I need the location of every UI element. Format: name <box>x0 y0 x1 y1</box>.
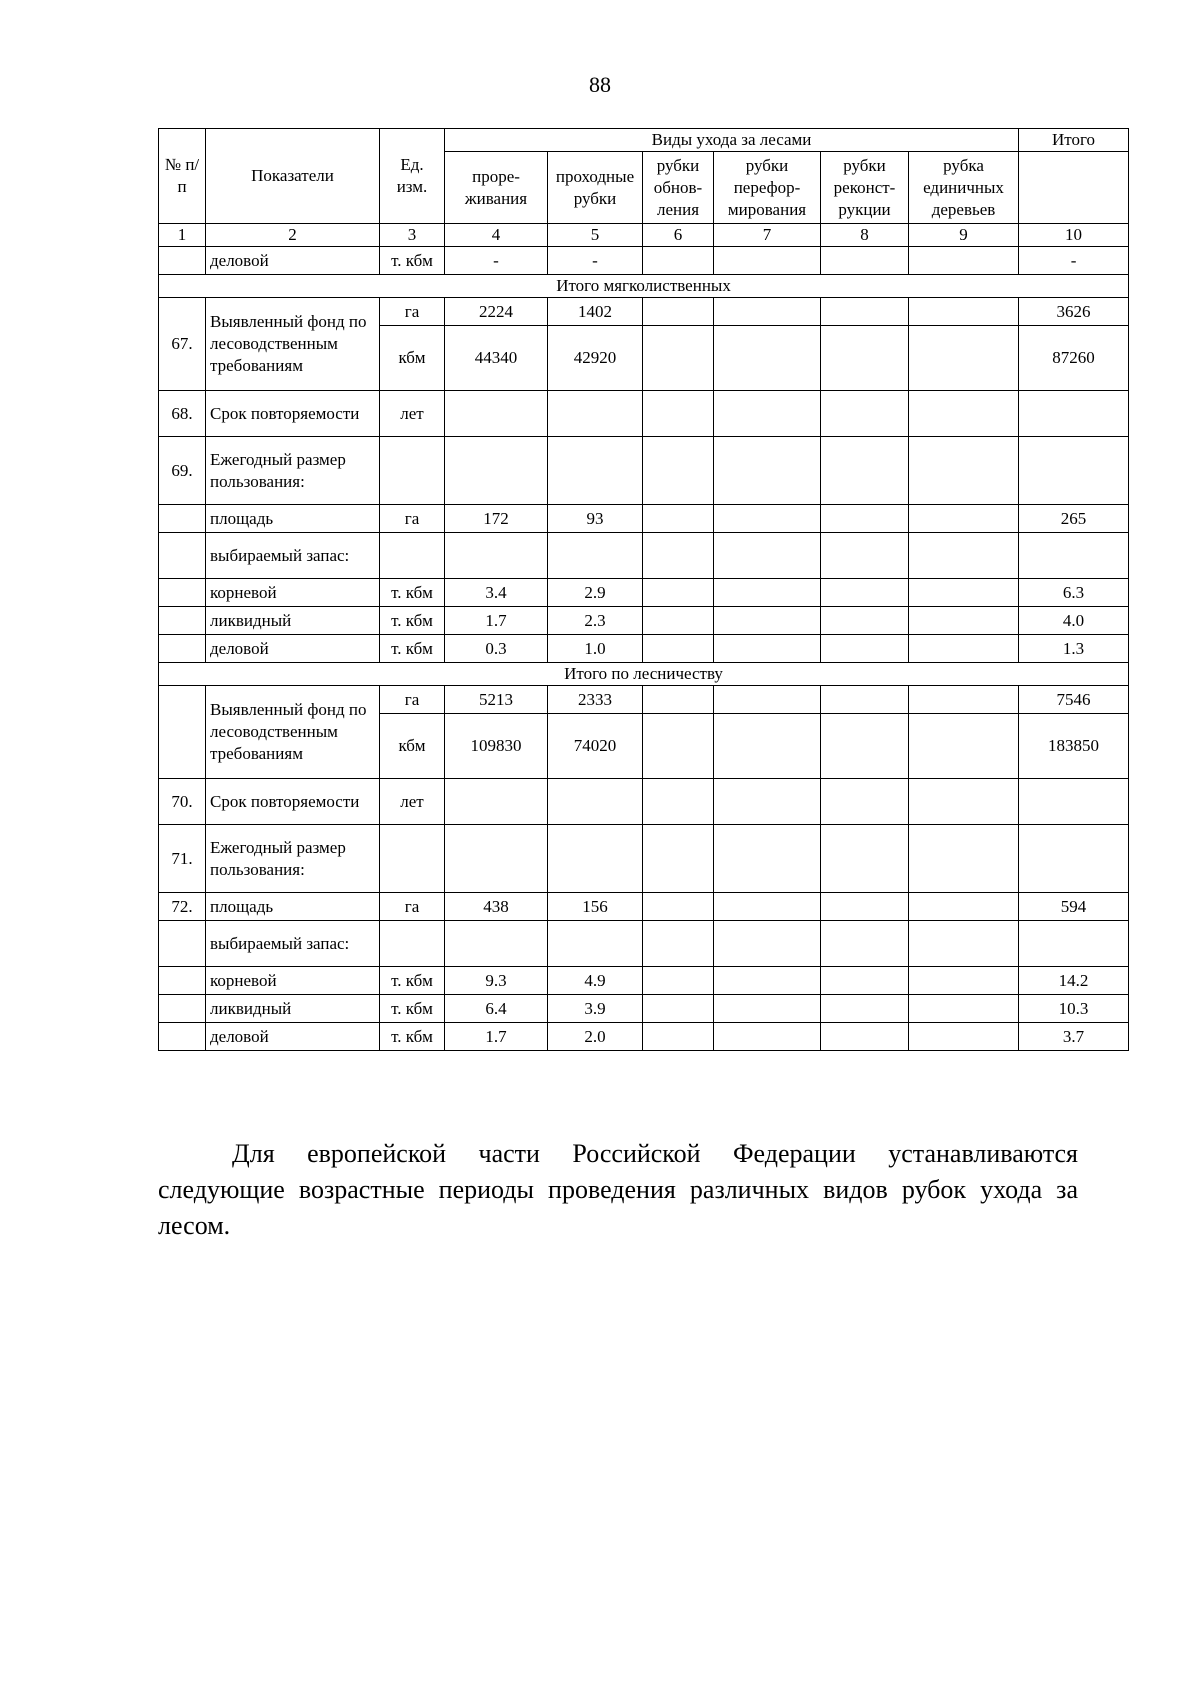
table-row <box>159 893 1129 921</box>
cell-total: 4.0 <box>1019 607 1129 635</box>
row-unit: т. кбм <box>380 635 445 663</box>
row-unit: т. кбм <box>380 247 445 275</box>
table-row <box>159 635 1129 663</box>
header-num: № п/п <box>159 129 206 224</box>
col-num: 6 <box>643 224 714 247</box>
table-row <box>159 505 1129 533</box>
row-label: ликвидный <box>206 995 380 1023</box>
cell-thinning: 172 <box>445 505 548 533</box>
row-label: деловой <box>206 247 380 275</box>
table-row <box>159 247 1129 275</box>
cell-total: 87260 <box>1019 326 1129 391</box>
row-unit: кбм <box>380 714 445 779</box>
cell-total: 1.3 <box>1019 635 1129 663</box>
row-number: 69. <box>159 437 206 505</box>
row-label: площадь <box>206 505 380 533</box>
table-row <box>159 579 1129 607</box>
cell-thinning: 1.7 <box>445 1023 548 1051</box>
row-label: деловой <box>206 635 380 663</box>
header-reform: рубки перефор- мирования <box>714 152 821 224</box>
cell-thinning: 9.3 <box>445 967 548 995</box>
header-care-types: Виды ухода за лесами <box>445 129 1019 152</box>
row-label: выбираемый запас: <box>206 533 380 579</box>
cell-total: 183850 <box>1019 714 1129 779</box>
cell-passing: 2.0 <box>548 1023 643 1051</box>
row-label: корневой <box>206 579 380 607</box>
row-label: деловой <box>206 1023 380 1051</box>
col-num: 9 <box>909 224 1019 247</box>
row-label: Выявленный фонд по лесоводственным требованиям <box>206 686 380 779</box>
cell-thinning: 2224 <box>445 298 548 326</box>
row-unit: т. кбм <box>380 607 445 635</box>
row-unit: лет <box>380 779 445 825</box>
header-single: рубка единичных деревьев <box>909 152 1019 224</box>
table-row <box>159 437 1129 505</box>
page-number: 88 <box>589 72 611 97</box>
table-row <box>159 686 1129 714</box>
table-row <box>159 1023 1129 1051</box>
table-row <box>159 391 1129 437</box>
cell-total: 6.3 <box>1019 579 1129 607</box>
cell-passing: 2.9 <box>548 579 643 607</box>
cell-passing: 1402 <box>548 298 643 326</box>
row-label: Ежегодный размер пользования: <box>206 825 380 893</box>
cell-passing: 93 <box>548 505 643 533</box>
section-forestry-total: Итого по лесничеству <box>159 663 1129 686</box>
col-num: 10 <box>1019 224 1129 247</box>
cell-total: 594 <box>1019 893 1129 921</box>
row-label: выбираемый запас: <box>206 921 380 967</box>
forest-care-table <box>158 128 1129 1051</box>
cell-thinning: 1.7 <box>445 607 548 635</box>
cell-thinning: 3.4 <box>445 579 548 607</box>
cell-passing: 42920 <box>548 326 643 391</box>
col-num: 8 <box>821 224 909 247</box>
header-unit: Ед. изм. <box>380 129 445 224</box>
table-row <box>159 825 1129 893</box>
row-label: Срок повторяемости <box>206 391 380 437</box>
column-numbers-row <box>159 224 1129 247</box>
row-number: 67. <box>159 298 206 391</box>
col-num: 3 <box>380 224 445 247</box>
cell-passing: 1.0 <box>548 635 643 663</box>
header-total-empty <box>1019 152 1129 224</box>
cell-thinning: - <box>445 247 548 275</box>
cell-passing: 74020 <box>548 714 643 779</box>
row-number: 68. <box>159 391 206 437</box>
table-row <box>159 921 1129 967</box>
row-unit: т. кбм <box>380 579 445 607</box>
cell-total: 10.3 <box>1019 995 1129 1023</box>
table-row <box>159 995 1129 1023</box>
row-label: корневой <box>206 967 380 995</box>
row-unit: га <box>380 893 445 921</box>
row-label: площадь <box>206 893 380 921</box>
row-unit: га <box>380 298 445 326</box>
table-row <box>159 298 1129 326</box>
cell-total: 265 <box>1019 505 1129 533</box>
row-number: 70. <box>159 779 206 825</box>
cell-total: 14.2 <box>1019 967 1129 995</box>
col-num: 4 <box>445 224 548 247</box>
section-softwood-total: Итого мягколиственных <box>159 275 1129 298</box>
cell-passing: 156 <box>548 893 643 921</box>
row-number: 71. <box>159 825 206 893</box>
col-num: 1 <box>159 224 206 247</box>
col-num: 5 <box>548 224 643 247</box>
row-label: Ежегодный размер пользования: <box>206 437 380 505</box>
header-total: Итого <box>1019 129 1129 152</box>
header-renewal: рубки обнов- ления <box>643 152 714 224</box>
cell-thinning: 5213 <box>445 686 548 714</box>
cell-passing: 3.9 <box>548 995 643 1023</box>
row-unit: кбм <box>380 326 445 391</box>
col-num: 7 <box>714 224 821 247</box>
cell-thinning: 44340 <box>445 326 548 391</box>
body-paragraph: Для европейской части Российской Федерации устанавливаются следующие возрастные периоды проведения различных видов рубок ухода за лесом. <box>158 1139 1078 1240</box>
header-indicator: Показатели <box>206 129 380 224</box>
row-unit: т. кбм <box>380 1023 445 1051</box>
row-label: Срок повторяемости <box>206 779 380 825</box>
cell-passing: - <box>548 247 643 275</box>
row-unit: лет <box>380 391 445 437</box>
cell-passing: 2333 <box>548 686 643 714</box>
cell-total: 3626 <box>1019 298 1129 326</box>
row-label: Выявленный фонд по лесоводственным требованиям <box>206 298 380 391</box>
header-passing: проходные рубки <box>548 152 643 224</box>
row-unit: т. кбм <box>380 967 445 995</box>
cell-thinning: 6.4 <box>445 995 548 1023</box>
col-num: 2 <box>206 224 380 247</box>
table-row <box>159 607 1129 635</box>
row-unit: га <box>380 505 445 533</box>
cell-total: 3.7 <box>1019 1023 1129 1051</box>
cell-passing: 2.3 <box>548 607 643 635</box>
row-unit: га <box>380 686 445 714</box>
table-row <box>159 779 1129 825</box>
cell-passing: 4.9 <box>548 967 643 995</box>
row-number: 72. <box>159 893 206 921</box>
row-unit: т. кбм <box>380 995 445 1023</box>
row-label: ликвидный <box>206 607 380 635</box>
cell-thinning: 0.3 <box>445 635 548 663</box>
header-thinning: проре- живания <box>445 152 548 224</box>
cell-total: 7546 <box>1019 686 1129 714</box>
table-row <box>159 967 1129 995</box>
table-row <box>159 533 1129 579</box>
cell-thinning: 438 <box>445 893 548 921</box>
header-reconstr: рубки реконст- рукции <box>821 152 909 224</box>
cell-thinning: 109830 <box>445 714 548 779</box>
cell-total: - <box>1019 247 1129 275</box>
